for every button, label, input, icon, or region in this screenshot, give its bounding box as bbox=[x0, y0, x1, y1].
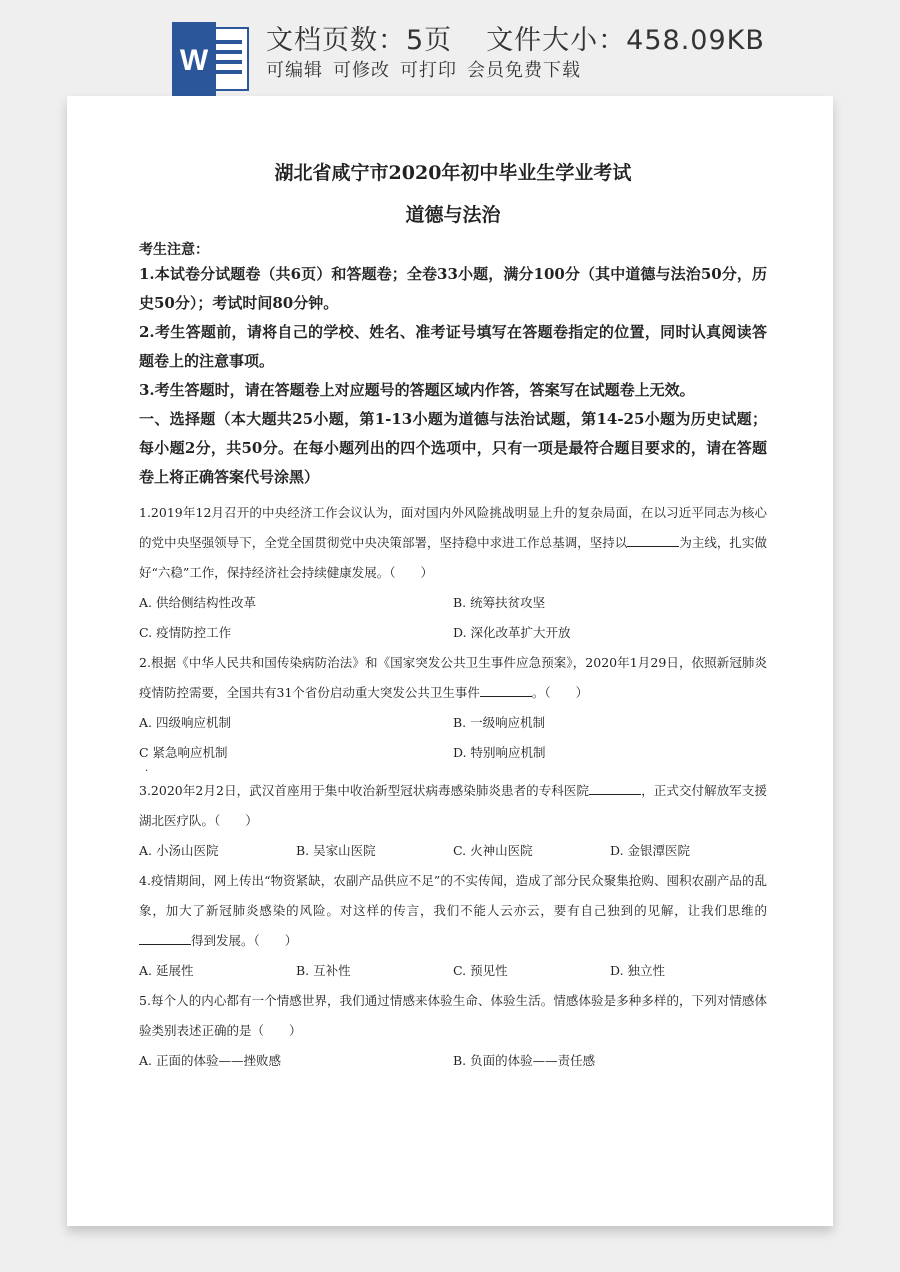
question-5-options bbox=[139, 1046, 767, 1076]
option-b: B. 吴家山医院 bbox=[296, 843, 376, 858]
option-c: C. 疫情防控工作 bbox=[139, 625, 232, 640]
option-a: A. 正面的体验——挫败感 bbox=[139, 1053, 281, 1068]
option-d: D. 独立性 bbox=[610, 963, 666, 978]
option-d: D. 金银潭医院 bbox=[610, 843, 691, 858]
document-page bbox=[67, 96, 833, 1226]
question-4-options bbox=[139, 956, 767, 986]
word-document-icon bbox=[172, 22, 252, 96]
question-2: 2.根据《中华人民共和国传染病防治法》和《国家突发公共卫生事件应急预案》，2020年1月29日，依照新冠肺炎疫情防控需要，全国共有31个省份启动重大突发公共卫生事件 。（ ） bbox=[139, 655, 767, 700]
option-b: B. 一级响应机制 bbox=[453, 715, 546, 730]
section-heading: 一、选择题（本大题共25小题，第1-13小题为道德与法治试题，第14-25小题为历史试题；每小题2分，共50分。在每小题列出的四个选项中，只有一项是最符合题目要求的，请在答题卷上将正确答案代号涂黑） bbox=[139, 410, 767, 486]
option-d: D. 深化改革扩大开放 bbox=[453, 625, 571, 640]
feature-printable: 可打印 bbox=[400, 60, 457, 81]
stray-dot-mark: · bbox=[145, 766, 149, 777]
page-count-label: 文档页数：5页 bbox=[266, 25, 453, 56]
option-c: C. 预见性 bbox=[453, 963, 508, 978]
question-3-options bbox=[139, 836, 767, 866]
question-1-options-2 bbox=[139, 618, 767, 648]
document-info-banner bbox=[0, 0, 900, 96]
option-c: C 紧急响应机制 bbox=[139, 745, 228, 760]
feature-member-download: 会员免费下载 bbox=[467, 60, 581, 81]
notice-item-3: 3.考生答题时，请在答题卷上对应题号的答题区域内作答，答案写在试题卷上无效。 bbox=[139, 381, 695, 399]
feature-modifiable: 可修改 bbox=[333, 60, 390, 81]
document-content bbox=[139, 156, 767, 1076]
option-a: A. 延展性 bbox=[139, 963, 194, 978]
word-logo-letter: W bbox=[179, 44, 209, 77]
question-1: 1.2019年12月召开的中央经济工作会议认为，面对国内外风险挑战明显上升的复杂局面，在以习近平同志为核心的党中央坚强领导下，全党全国贯彻党中央决策部署，坚持稳中求进工作总基调，坚持以 为主线，扎实做好“六稳”工作，保持经济社会持续健康发展。（ ） bbox=[139, 505, 767, 580]
question-2-options bbox=[139, 708, 767, 738]
feature-editable: 可编辑 bbox=[266, 60, 323, 81]
option-a: A. 小汤山医院 bbox=[139, 843, 219, 858]
answer-blank bbox=[589, 782, 641, 795]
option-b: B. 统筹扶贫攻坚 bbox=[453, 595, 546, 610]
exam-subject: 道德与法治 bbox=[405, 204, 501, 226]
option-c: C. 火神山医院 bbox=[453, 843, 533, 858]
answer-blank bbox=[627, 534, 679, 547]
banner-stats bbox=[266, 18, 765, 57]
question-5: 5.每个人的内心都有一个情感世界，我们通过情感来体验生命、体验生活。情感体验是多种多样的，下列对情感体验类别表述正确的是（ ） bbox=[139, 993, 767, 1038]
question-2-options-2 bbox=[139, 738, 767, 768]
notice-heading: 考生注意： bbox=[139, 242, 209, 258]
answer-blank bbox=[139, 932, 191, 945]
question-1-options bbox=[139, 588, 767, 618]
question-4: 4.疫情期间，网上传出“物资紧缺，农副产品供应不足”的不实传闻，造成了部分民众聚集抢购、囤积农副产品的乱象，加大了新冠肺炎感染的风险。对这样的传言，我们不能人云亦云，要有自己独到的见解，让我们思维的得到发展。（ ） bbox=[139, 873, 767, 948]
notice-item-2: 2.考生答题前，请将自己的学校、姓名、准考证号填写在答题卷指定的位置，同时认真阅读答题卷上的注意事项。 bbox=[139, 323, 767, 370]
option-b: B. 互补性 bbox=[296, 963, 351, 978]
option-a: A. 供给侧结构性改革 bbox=[139, 595, 256, 610]
banner-features bbox=[266, 56, 591, 82]
question-3: 3.2020年2月2日，武汉首座用于集中收治新型冠状病毒感染肺炎患者的专科医院 ，正式交付解放军支援湖北医疗队。（ ） bbox=[139, 783, 767, 828]
option-a: A. 四级响应机制 bbox=[139, 715, 231, 730]
option-b: B. 负面的体验——责任感 bbox=[453, 1053, 596, 1068]
file-size-label: 文件大小：458.09KB bbox=[486, 25, 765, 56]
exam-title: 湖北省咸宁市2020年初中毕业生学业考试 bbox=[274, 162, 632, 184]
option-d: D. 特别响应机制 bbox=[453, 745, 546, 760]
notice-item-1: 1.本试卷分试题卷（共6页）和答题卷；全卷33小题，满分100分（其中道德与法治50分，历史50分）；考试时间80分钟。 bbox=[139, 265, 767, 312]
answer-blank bbox=[480, 684, 532, 697]
